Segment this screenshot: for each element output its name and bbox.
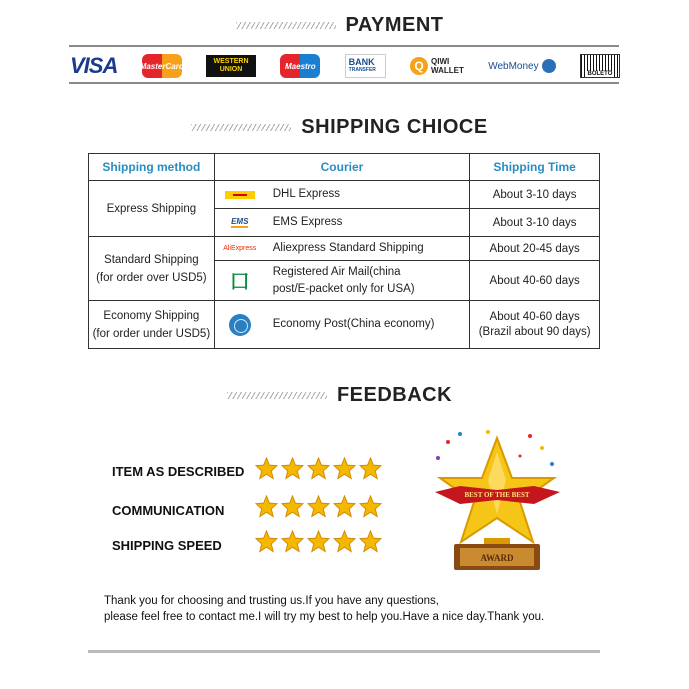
courier-cell <box>214 301 470 349</box>
table-header-row <box>89 154 600 181</box>
webmoney-logo <box>488 54 555 78</box>
qiwi-wallet-logo <box>410 54 464 78</box>
bank-logo-sub: TRANSFER <box>348 67 376 73</box>
courier-cell <box>214 237 470 261</box>
star-icon <box>333 495 356 518</box>
method-note: (for order under USD5) <box>92 327 211 340</box>
divider <box>69 82 619 84</box>
courier-cell <box>214 209 470 237</box>
feedback-title: FEEDBACK <box>336 384 453 406</box>
rating-stars <box>255 530 382 553</box>
divider <box>69 45 619 47</box>
star-icon <box>359 457 382 480</box>
bottom-divider <box>88 650 600 653</box>
method-name: Standard Shipping <box>104 253 199 266</box>
star-icon <box>333 457 356 480</box>
shipping-time-note: (Brazil about 90 days) <box>478 325 591 338</box>
ems-logo-icon: EMS <box>231 217 249 226</box>
shipping-title: SHIPPING CHIOCE <box>301 116 488 138</box>
webmoney-logo-text: WebMoney <box>488 60 539 72</box>
method-express: Express Shipping <box>89 181 215 237</box>
shipping-heading <box>0 116 689 139</box>
dhl-logo-icon <box>225 191 255 199</box>
method-name: Economy Shipping <box>103 309 200 322</box>
shipping-time: About 3-10 days <box>470 209 600 237</box>
boleto-logo-text: BOLETO <box>587 71 613 77</box>
star-icon <box>281 495 304 518</box>
payment-heading <box>0 14 689 37</box>
thank-you-message <box>104 593 544 625</box>
courier-cell <box>214 261 470 301</box>
star-icon <box>255 495 278 518</box>
star-icon <box>281 530 304 553</box>
star-icon <box>255 457 278 480</box>
shipping-table <box>88 153 600 349</box>
shipping-time: About 40-60 days <box>470 261 600 301</box>
rating-label: SHIPPING SPEED <box>112 538 222 553</box>
star-icon <box>307 530 330 553</box>
courier-name: Registered Air Mail(china <box>272 265 401 278</box>
courier-name: DHL Express <box>272 188 341 200</box>
header-shipping-method: Shipping method <box>89 154 215 181</box>
trophy-ribbon-text: BEST OF THE BEST <box>464 491 530 499</box>
star-icon <box>359 530 382 553</box>
star-icon <box>307 495 330 518</box>
courier-name: Economy Post(China economy) <box>272 318 435 330</box>
rating-stars <box>255 457 382 480</box>
aliexpress-logo-icon: AliExpress <box>223 245 257 252</box>
rating-stars <box>255 495 382 518</box>
method-note: (for order over USD5) <box>96 271 207 284</box>
mastercard-logo: MasterCard <box>142 54 182 78</box>
courier-name: EMS Express <box>272 216 343 228</box>
header-courier: Courier <box>214 154 470 181</box>
western-union-logo: WESTERN UNION <box>206 55 256 77</box>
shipping-time-cell <box>470 301 600 349</box>
shipping-time: About 40-60 days <box>489 310 580 323</box>
boleto-logo <box>580 54 620 78</box>
table-row <box>89 237 600 261</box>
trophy-award-image <box>430 430 565 575</box>
method-economy <box>89 301 215 349</box>
bank-logo-text: BANK <box>348 57 375 67</box>
hatch-decoration <box>191 124 291 131</box>
qiwi-logo-sub: WALLET <box>431 66 464 75</box>
thank-you-line: please feel free to contact me.I will try my best to help you.Have a nice day.Thank you. <box>104 611 545 623</box>
star-icon <box>281 457 304 480</box>
trophy-plaque-text: AWARD <box>480 553 514 563</box>
courier-note: post/E-packet only for USA) <box>272 282 415 295</box>
maestro-logo: Maestro <box>280 54 320 78</box>
star-icon <box>359 495 382 518</box>
visa-logo: VISA <box>70 53 118 78</box>
hatch-decoration <box>236 22 336 29</box>
table-row <box>89 301 600 349</box>
feedback-heading <box>0 384 689 407</box>
rating-label: ITEM AS DESCRIBED <box>112 464 245 479</box>
star-icon <box>333 530 356 553</box>
rating-label: COMMUNICATION <box>112 503 225 518</box>
header-shipping-time: Shipping Time <box>470 154 600 181</box>
payment-logos <box>70 50 620 82</box>
un-globe-icon <box>229 314 251 336</box>
china-post-logo-icon: ⼞ <box>230 271 249 292</box>
bank-transfer-logo <box>345 54 386 78</box>
qiwi-q-icon: Q <box>410 57 428 75</box>
hatch-decoration <box>227 392 327 399</box>
courier-name: Aliexpress Standard Shipping <box>272 242 424 254</box>
shipping-time: About 3-10 days <box>470 181 600 209</box>
courier-cell <box>214 181 470 209</box>
star-icon <box>307 457 330 480</box>
shipping-time: About 20-45 days <box>470 237 600 261</box>
thank-you-line: Thank you for choosing and trusting us.If you have any questions, <box>104 595 439 607</box>
globe-icon <box>542 59 556 73</box>
qiwi-logo-text: QIWI <box>431 57 450 66</box>
method-standard <box>89 237 215 301</box>
payment-title: PAYMENT <box>345 14 444 36</box>
star-icon <box>255 530 278 553</box>
table-row <box>89 181 600 209</box>
